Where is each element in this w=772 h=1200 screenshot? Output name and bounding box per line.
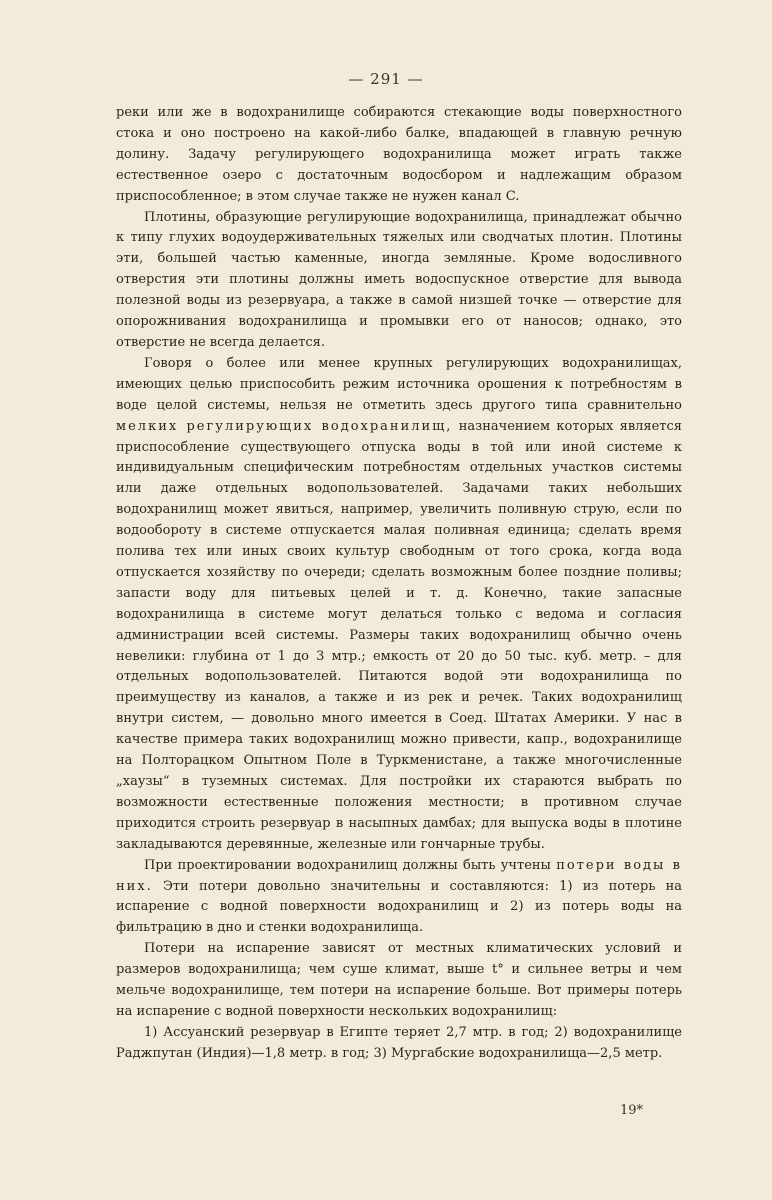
- page-number: — 291 —: [348, 70, 424, 88]
- paragraph-6: 1) Ассуанский резервуар в Египте теряет 2,7 мтр. в год; 2) водохранилище Раджпутан (Индия)—1,8 метр. в год; 3) Мургабские водохранилища—2,5 метр.: [116, 1024, 682, 1061]
- emphasis-water-losses: потери воды в них.: [116, 857, 683, 894]
- paragraph-3: [116, 354, 682, 856]
- paragraph-4-rest: Эти потери довольно значительны и составляются: 1) из потерь на испарение с водной поверхности водохранилищ и 2) из потерь воды на фильтрацию в дно и стенки водохранилища.: [116, 878, 682, 936]
- paragraph-3-rest: назначением которых является приспособление существующего отпуска воды в той или иной системе к индивидуальным специфическим потребностям отдельных участков системы или даже отдельных водопользователей. Задачами таких небольших водохранилищ может явиться, например, увеличить поливную струю, если по водообороту в системе отпускается малая поливная единица; сделать время полива тех или иных своих культур свободным от того срока, когда вода отпускается хозяйству по очереди; сделать возможным более поздние поливы; запасти воду для питьевых целей и т. д. Конечно, такие запасные водохранилища в системе могут делаться только с ведома и согласия администрации всей системы. Размеры таких водохранилищ обычно очень невелики: глубина от 1 до 3 мтр.; емкость от 20 до 50 тыс. куб. метр. – для отдельных водопользователей. Питаются водой эти водохранилища по преимуществу из каналов, а также и из рек и речек. Таких водохранилищ внутри систем, — довольно много имеется в Соед. Штатах Америки. У нас в качестве примера таких водохранилищ можно привести, капр., водохранилище на Полторацком Опытном Поле в Туркменистане, а также многочисленные „хаузы“ в туземных системах. Для постройки их стараются выбрать по возможности естественные положения местности; в противном случае приходится строить резервуар в насыпных дамбах; для выпуска воды в плотине закладываются деревянные, железные или гончарные трубы.: [116, 418, 682, 852]
- paragraph-1: реки или же в водохранилище собираются стекающие воды поверхностного стока и оно построено на какой-либо балке, впадающей в главную речную долину. Задачу регулирующего водохранилища может играть также естественное озеро с достаточным водосбором и надлежащим образом приспособленное; в этом случае также не нужен канал C.: [116, 105, 682, 204]
- paragraph-5: Потери на испарение зависят от местных климатических условий и размеров водохранилища; чем суше климат, выше t° и сильнее ветры и чем мельче водохранилище, тем потери на испарение больше. Вот примеры потерь на испарение с водной поверхности нескольких водохранилищ:: [116, 941, 682, 1019]
- paragraph-4: [116, 856, 682, 940]
- paragraph-4-start: При проектировании водохранилищ должны быть учтены: [144, 857, 551, 873]
- body-text: [116, 103, 682, 1065]
- paragraph-2: Плотины, образующие регулирующие водохранилища, принадлежат обычно к типу глухих водоудерживательных тяжелых или сводчатых плотин. Плотины эти, большей частью каменные, иногда земляные. Кроме водосливного отверстия эти плотины должны иметь водоспускное отверстие для вывода полезной воды из резервуара, а также в самой низшей точке — отверстие для опорожнивания водохранилища и промывки его от наносов; однако, это отверстие не всегда делается.: [116, 209, 682, 350]
- signature-mark: 19*: [620, 1103, 644, 1118]
- paragraph-3-start: Говоря о более или менее крупных регулирующих водохранилищах, имеющих целью приспособить режим источника орошения к потребностям в воде целой системы, нельзя не отметить здесь другого типа сравнительно: [116, 355, 682, 413]
- emphasis-small-reservoirs: мелких регулирующих водохранилищ,: [116, 418, 453, 434]
